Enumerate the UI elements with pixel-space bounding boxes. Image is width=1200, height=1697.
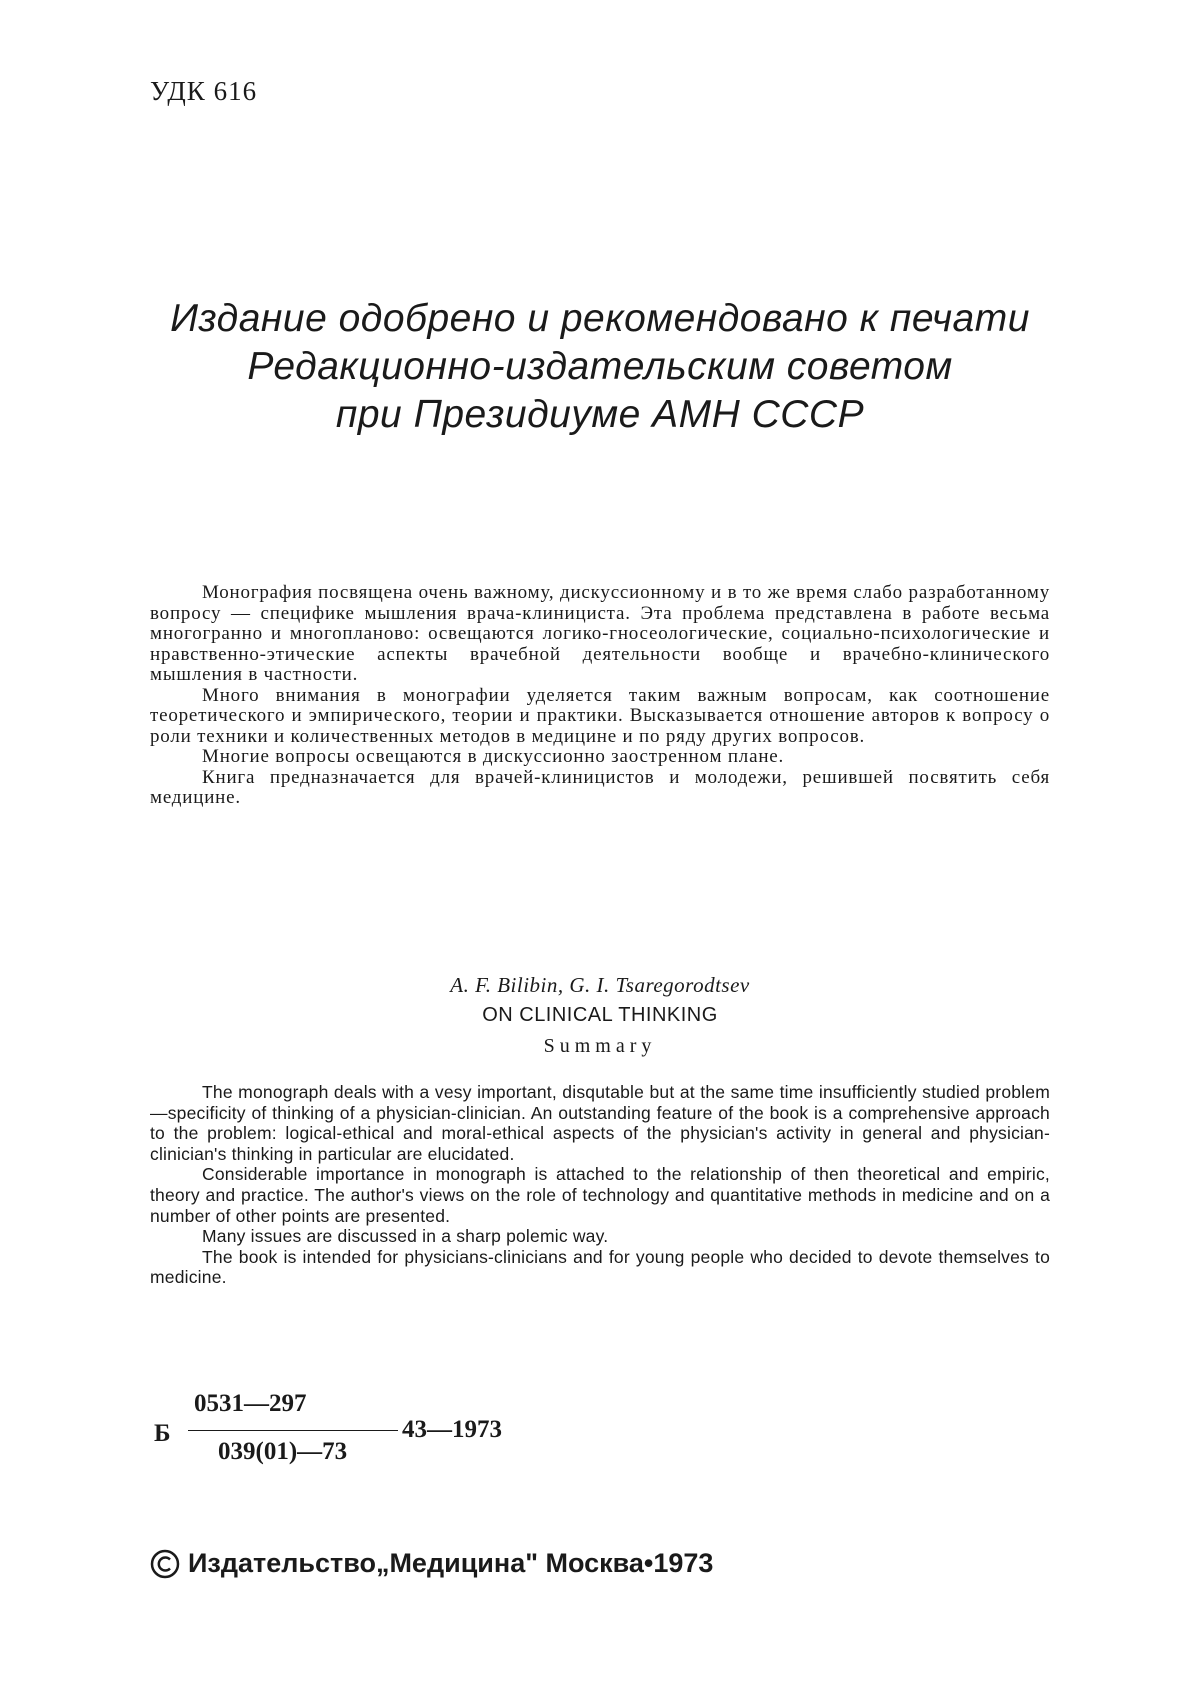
english-authors: A. F. Bilibin, G. I. Tsaregorodtsev [450, 973, 750, 997]
catalog-letter: Б [154, 1420, 171, 1447]
catalog-year-code: 43—1973 [402, 1416, 502, 1443]
abstract-en-paragraph: Considerable importance in monograph is attached to the relationship of then theoretical and empiric, theory and practice. The author's views on the role of technology and quantitative methods in medicine and on a number of other points are presented. [150, 1164, 1050, 1226]
catalog-numerator: 0531—297 [194, 1390, 307, 1417]
abstract-ru-paragraph: Много внимания в монографии уделяется таким важным вопросам, как соотношение теоретического и эмпирического, теории и практики. Высказывается отношение авторов к вопросу о роли техники и количественных методов в медицине и по ряду других вопросов. [150, 684, 1050, 747]
approval-statement [150, 295, 1050, 439]
approval-line: Издание одобрено и рекомендовано к печати [170, 297, 1030, 340]
catalog-denominator: 039(01)—73 [218, 1438, 348, 1465]
udk-code: УДК 616 [150, 76, 258, 106]
copyright-icon [150, 1549, 180, 1579]
abstract-en-paragraph: The monograph deals with a vesy important, disqutable but at the same time insufficiently studied problem—specificity of thinking of a physician-clinician. An outstanding feature of the book is a comprehensive approach to the problem: logical-ethical and moral-ethical aspects of the physician's activity in general and physician-clinician's thinking in particular are elucidated. [150, 1082, 1050, 1164]
english-heading [150, 970, 1050, 1062]
copyright-line [150, 1548, 713, 1579]
abstract-en-paragraph: Many issues are discussed in a sharp polemic way. [202, 1226, 609, 1247]
fraction-line [188, 1430, 398, 1431]
abstract-ru-paragraph: Монография посвящена очень важному, дискуссионному и в то же время слабо разработанному вопросу — специфике мышления врача-клинициста. Эта проблема представлена в работе весьма многогранно и многопланово: освещаются логико-гносеологические, социально-психологические и нравственно-этические аспекты врачебной деятельности вообще и врачебно-клинического мышления в частности. [150, 582, 1050, 685]
abstract-ru-paragraph: Многие вопросы освещаются в дискуссионно заостренном плане. [202, 746, 785, 767]
abstract-english [150, 1082, 1050, 1288]
approval-line: при Президиуме АМН СССР [335, 393, 865, 436]
catalog-index [150, 1390, 650, 1480]
summary-label: Summary [543, 1035, 657, 1057]
abstract-russian [150, 583, 1050, 809]
abstract-en-paragraph: The book is intended for physicians-clinicians and for young people who decided to devote themselves to medicine. [150, 1246, 1050, 1288]
english-title: ON CLINICAL THINKING [482, 1004, 718, 1026]
approval-line: Редакционно-издательским советом [247, 345, 953, 388]
abstract-ru-paragraph: Книга предназначается для врачей-клиницистов и молодежи, решившей посвятить себя медицине. [150, 766, 1050, 808]
copyright-text: Издательство„Медицина" Москва•1973 [188, 1548, 714, 1578]
